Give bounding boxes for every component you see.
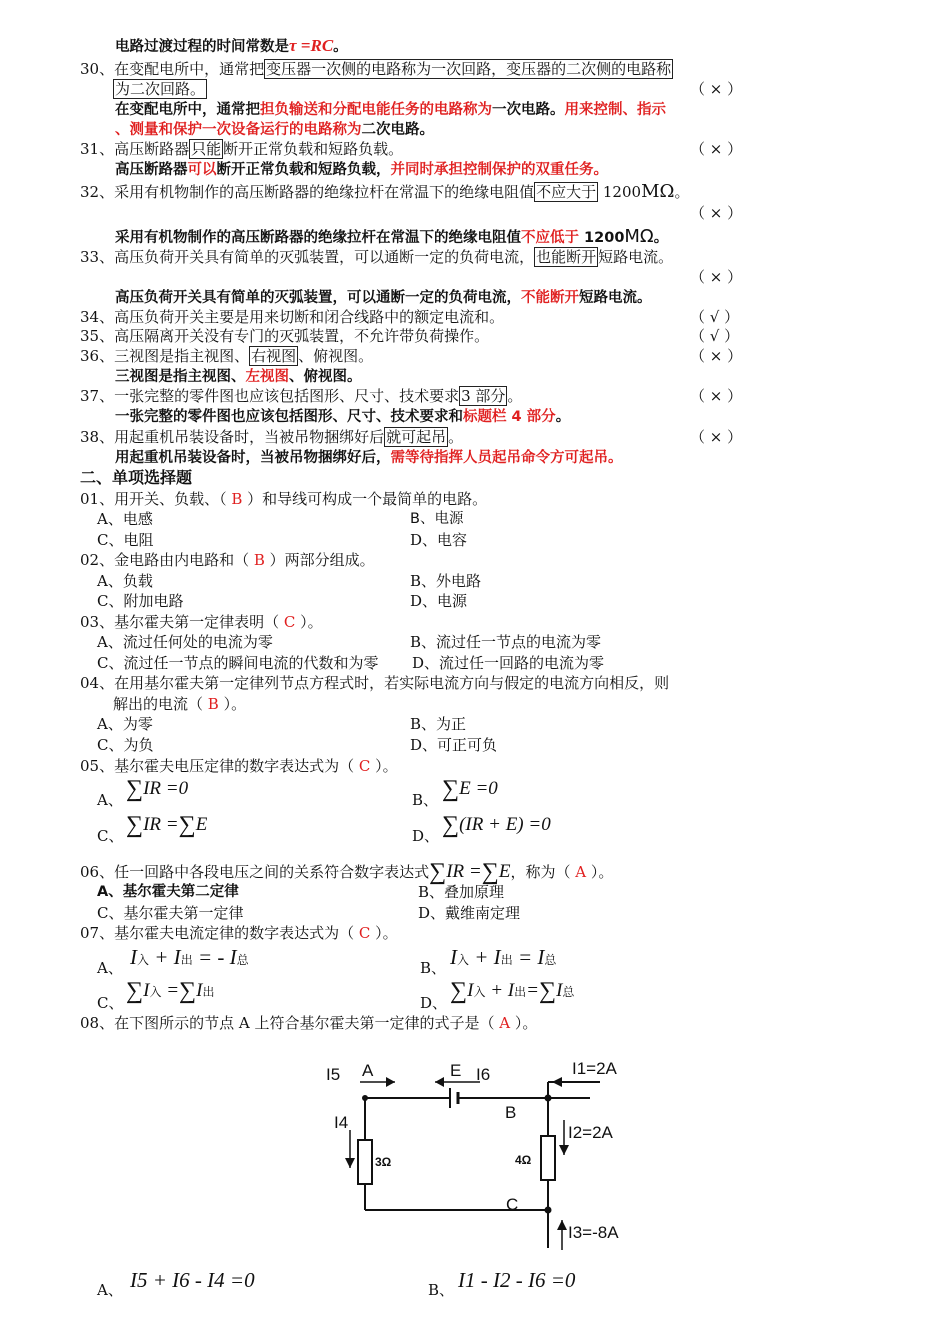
option-c: C、流过任一节点的瞬间电流的代数和为零 (97, 654, 379, 672)
arrowhead (435, 1077, 444, 1087)
option-b: B、 (428, 1281, 455, 1299)
formula-a: I入 + I出 = - I总 (130, 945, 249, 969)
option-d: D、可正可负 (410, 736, 498, 754)
question-33: 33、高压负荷开关具有简单的灭弧装置，可以通断一定的负荷电流， 也能断开 短路电流。 (80, 248, 674, 266)
option-a: A、流过任何处的电流为零 (97, 633, 273, 651)
label-e: E (450, 1061, 462, 1080)
choice-q07: 07、基尔霍夫电流定律的数字表达式为（ C ）。 (80, 924, 398, 942)
answer-mark: （ × ） (690, 80, 743, 98)
correction-38: 用起重机吊装设备时，当被吊物捆绑好后，需等待指挥人员起吊命令方可起吊。 (115, 450, 623, 466)
question-36: 36、三视图是指主视图、 右视图 、俯视图。 (80, 347, 374, 365)
answer-mark: （ × ） (690, 428, 743, 446)
option-a: A、电感 (97, 510, 153, 528)
answer-mark: （ √ ） (690, 327, 740, 345)
option-c: C、电阻 (97, 531, 154, 549)
correction-36: 三视图是指主视图、左视图、俯视图。 (115, 369, 362, 385)
label-r1: 3Ω (375, 1155, 392, 1169)
option-a: A、负载 (97, 572, 153, 590)
formula-kvl: ∑IR =∑E (429, 859, 511, 885)
correction-31: 高压断路器可以断开正常负载和短路负载，并同时承担控制保护的双重任务。 (115, 162, 608, 178)
node-b (545, 1095, 552, 1102)
option-b: B、叠加原理 (418, 883, 505, 901)
choice-q05: 05、基尔霍夫电压定律的数字表达式为（ C ）。 (80, 757, 398, 775)
correction-30-cont: 、测量和保护一次设备运行的电路称为二次电路。 (115, 122, 434, 138)
option-a: A、 (97, 791, 123, 809)
resistor-3ohm (358, 1140, 372, 1184)
resistor-4ohm (541, 1136, 555, 1180)
option-c: C、为负 (97, 736, 154, 754)
answer-mark: （ × ） (690, 140, 743, 158)
formula-d: ∑(IR + E) =0 (442, 812, 551, 838)
question-30: 30、在变配电所中，通常把 变压器一次侧的电路称为一次回路，变压器的二次侧的电路称 (80, 60, 672, 78)
question-37: 37、一张完整的零件图也应该包括图形、尺寸、技术要求 3 部分 。 (80, 387, 523, 405)
option-b: B、为正 (410, 715, 467, 733)
choice-q08: 08、在下图所示的节点 A 上符合基尔霍夫第一定律的式子是（ A ）。 (80, 1014, 538, 1032)
option-d: D、流过任一回路的电流为零 (412, 654, 605, 672)
option-c: C、 (97, 827, 124, 845)
answer-mark: （ √ ） (690, 308, 740, 326)
answer-mark: （ × ） (690, 268, 743, 286)
section-heading: 二、单项选择题 (80, 468, 193, 487)
correction-30: 在变配电所中，通常把担负输送和分配电能任务的电路称为一次电路。用来控制、指示 (115, 102, 666, 118)
choice-q04-cont: 解出的电流（ B ）。 (113, 695, 247, 713)
option-a: A、为零 (97, 715, 153, 733)
option-a: A、 (97, 959, 123, 977)
formula-b: ∑E =0 (442, 776, 498, 802)
node-c (545, 1207, 552, 1214)
node-a (362, 1095, 368, 1101)
formula-b: I入 + I出 = I总 (450, 945, 557, 969)
arrowhead (552, 1077, 562, 1087)
question-38: 38、用起重机吊装设备时，当被吊物捆绑好后 就可起吊 。 (80, 428, 464, 446)
option-a: A、基尔霍夫第二定律 (97, 884, 239, 900)
label-i6: I6 (476, 1065, 491, 1084)
arrowhead (557, 1220, 567, 1230)
choice-q02: 02、金电路由内电路和（ B ）两部分组成。 (80, 551, 375, 569)
boxed-error: 变压器一次侧的电路称为一次回路，变压器的二次侧的电路称 (266, 60, 672, 78)
option-d: D、电源 (410, 592, 468, 610)
label-i5: I5 (326, 1065, 341, 1084)
formula-c: ∑IR =∑E (126, 812, 208, 838)
option-c: C、 (97, 994, 124, 1012)
option-b: B、电源 (410, 511, 464, 527)
option-c: C、基尔霍夫第一定律 (97, 904, 244, 922)
choice-q04: 04、在用基尔霍夫第一定律列节点方程式时，若实际电流方向与假定的电流方向相反，则 (80, 674, 670, 692)
arrowhead (386, 1077, 395, 1087)
arrowhead (345, 1158, 355, 1168)
label-node-c: C (506, 1195, 519, 1214)
formula-a: ∑IR =0 (126, 776, 189, 802)
time-constant-line: 电路过渡过程的时间常数是τ =RC。 (115, 36, 348, 55)
arrowhead (559, 1145, 569, 1155)
formula-a: I5 + I6 - I4 =0 (130, 1268, 255, 1292)
label-node-b: B (505, 1103, 517, 1122)
choice-q01: 01、用开关、负载、（ B ）和导线可构成一个最简单的电路。 (80, 490, 488, 508)
option-d: D、 (412, 827, 440, 845)
question-31: 31、高压断路器 只能 断开正常负载和短路负载。 (80, 140, 404, 158)
option-b: B、外电路 (410, 572, 482, 590)
label-i1: I1=2A (572, 1059, 617, 1078)
option-d: D、 (420, 994, 448, 1012)
label-i3: I3=-8A (568, 1223, 619, 1242)
answer-mark: （ × ） (690, 387, 743, 405)
correction-32: 采用有机物制作的高压断路器的绝缘拉杆在常温下的绝缘电阻值不应低于 1200MΩ。 (115, 226, 669, 247)
choice-q06: 06、任一回路中各段电压之间的关系符合数字表达式∑IR =∑E，称为（ A ）。 (80, 859, 614, 885)
option-c: C、附加电路 (97, 592, 184, 610)
option-a: A、 (97, 1281, 123, 1299)
question-34: 34、高压负荷开关主要是用来切断和闭合线路中的额定电流和。 (80, 308, 505, 326)
formula-c: ∑I入 =∑I出 (126, 978, 215, 1004)
answer-mark: （ × ） (690, 204, 743, 222)
label-node-a: A (362, 1061, 374, 1080)
circuit-diagram (300, 1050, 660, 1255)
label-i2: I2=2A (568, 1123, 613, 1142)
option-d: D、电容 (410, 531, 468, 549)
correction-37: 一张完整的零件图也应该包括图形、尺寸、技术要求和标题栏 4 部分。 (115, 409, 571, 425)
label-i4: I4 (334, 1113, 349, 1132)
option-d: D、戴维南定理 (418, 904, 521, 922)
answer-mark: （ × ） (690, 347, 743, 365)
question-30-cont: 为二次回路。 (115, 80, 206, 98)
rc-formula: τ =RC (289, 36, 334, 55)
question-35: 35、高压隔离开关没有专门的灭弧装置，不允许带负荷操作。 (80, 327, 490, 345)
option-b: B、 (412, 791, 439, 809)
formula-d: ∑I入 + I出=∑I总 (450, 978, 575, 1004)
option-b: B、 (420, 959, 447, 977)
choice-q03: 03、基尔霍夫第一定律表明（ C ）。 (80, 613, 323, 631)
question-32: 32、采用有机物制作的高压断路器的绝缘拉杆在常温下的绝缘电阻值 不应大于 1200MΩ。 (80, 181, 690, 202)
correction-33: 高压负荷开关具有简单的灭弧装置，可以通断一定的负荷电流，不能断开短路电流。 (115, 290, 652, 306)
label-r2: 4Ω (515, 1153, 532, 1167)
option-b: B、流过任一节点的电流为零 (410, 633, 602, 651)
formula-b: I1 - I2 - I6 =0 (458, 1268, 576, 1292)
